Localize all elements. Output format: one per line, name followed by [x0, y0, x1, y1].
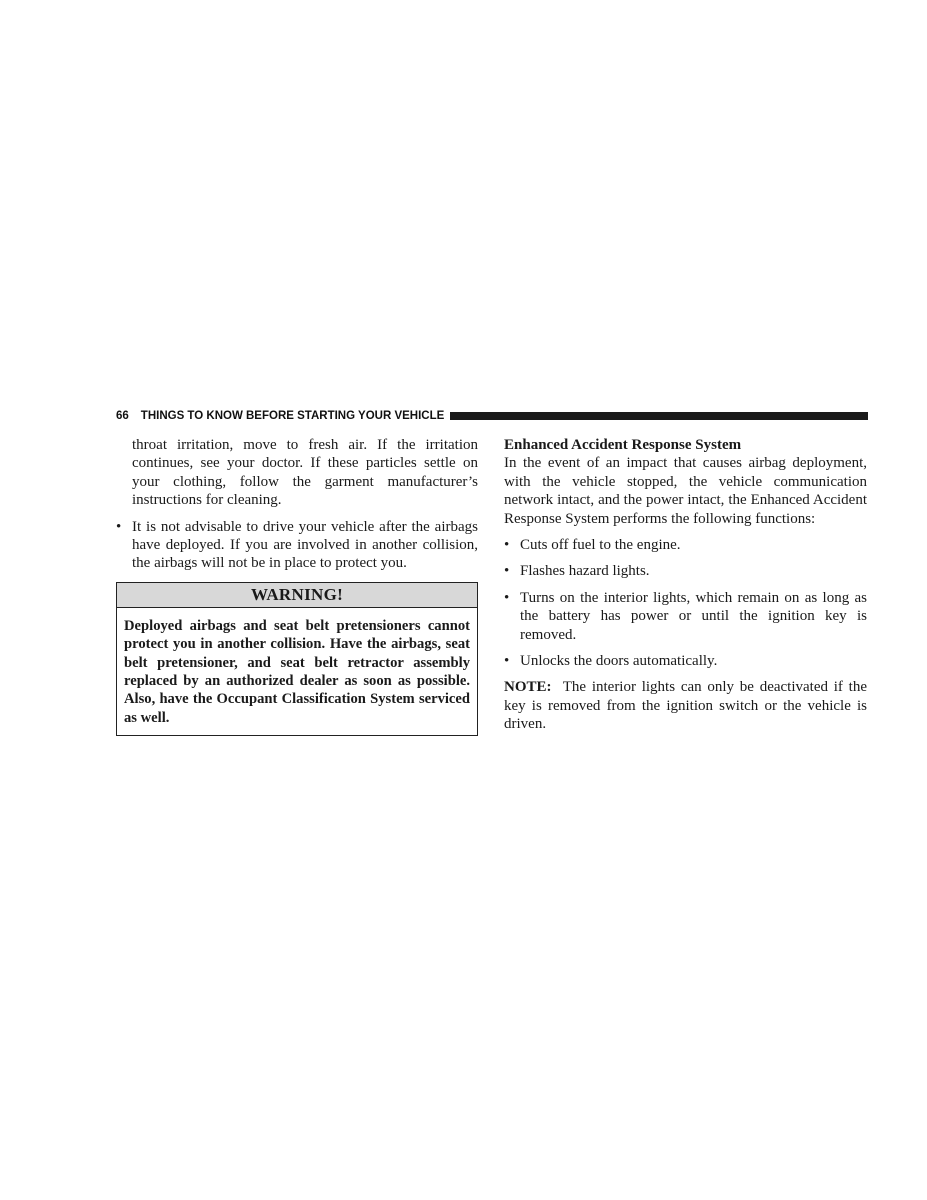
section-heading: Enhanced Accident Response System: [504, 437, 742, 453]
page-header: [116, 408, 868, 424]
warning-box: [116, 582, 478, 736]
bullet-icon: •: [504, 537, 510, 554]
note-label: NOTE:: [504, 679, 552, 696]
list-item-text: Cuts off fuel to the engine.: [520, 537, 681, 554]
intro-paragraph: In the event of an impact that causes airbag deployment, with the vehicle stopped, the vehicle communication network intact, and the power intact, the Enhanced Accident Response System performs the following functions:: [504, 455, 867, 527]
bullet-icon: •: [116, 518, 122, 535]
bullet-icon: •: [504, 589, 510, 606]
list-item: [504, 562, 867, 580]
list-item-text: Turns on the interior lights, which remain on as long as the battery has power or until the ignition key is removed.: [520, 589, 867, 643]
continued-paragraph: throat irritation, move to fresh air. If the irritation continues, see your doctor. If these particles settle on your clothing, follow the garment manufacturer’s instructions for cleaning.: [132, 437, 478, 509]
list-item-text: Unlocks the doors automatically.: [520, 653, 718, 670]
right-column: [504, 436, 867, 734]
header-rule: [450, 412, 868, 420]
list-item: [504, 652, 867, 670]
note-text: The interior lights can only be deactivated if the key is removed from the ignition switch or the vehicle is driven.: [504, 679, 867, 733]
note-paragraph: [504, 678, 867, 733]
left-column: [116, 436, 478, 736]
list-item: [116, 518, 478, 573]
warning-title: WARNING!: [117, 583, 477, 608]
list-item-text: It is not advisable to drive your vehicle after the airbags have deployed. If you are involved in another collision, the airbags will not be in place to protect you.: [132, 518, 478, 572]
warning-body: Deployed airbags and seat belt pretensioners cannot protect you in another collision. Have the airbags, seat belt pretensioner, and seat belt retractor assembly replaced by an authorized dealer as soon as possible. Also, have the Occupant Classification System serviced as well.: [124, 617, 470, 726]
bullet-icon: •: [504, 653, 510, 670]
section-title: THINGS TO KNOW BEFORE STARTING YOUR VEHICLE: [140, 410, 445, 422]
page-number: 66: [116, 410, 129, 422]
list-item-text: Flashes hazard lights.: [520, 563, 650, 580]
bullet-icon: •: [504, 563, 510, 580]
list-item: [504, 589, 867, 644]
list-item: [504, 536, 867, 554]
